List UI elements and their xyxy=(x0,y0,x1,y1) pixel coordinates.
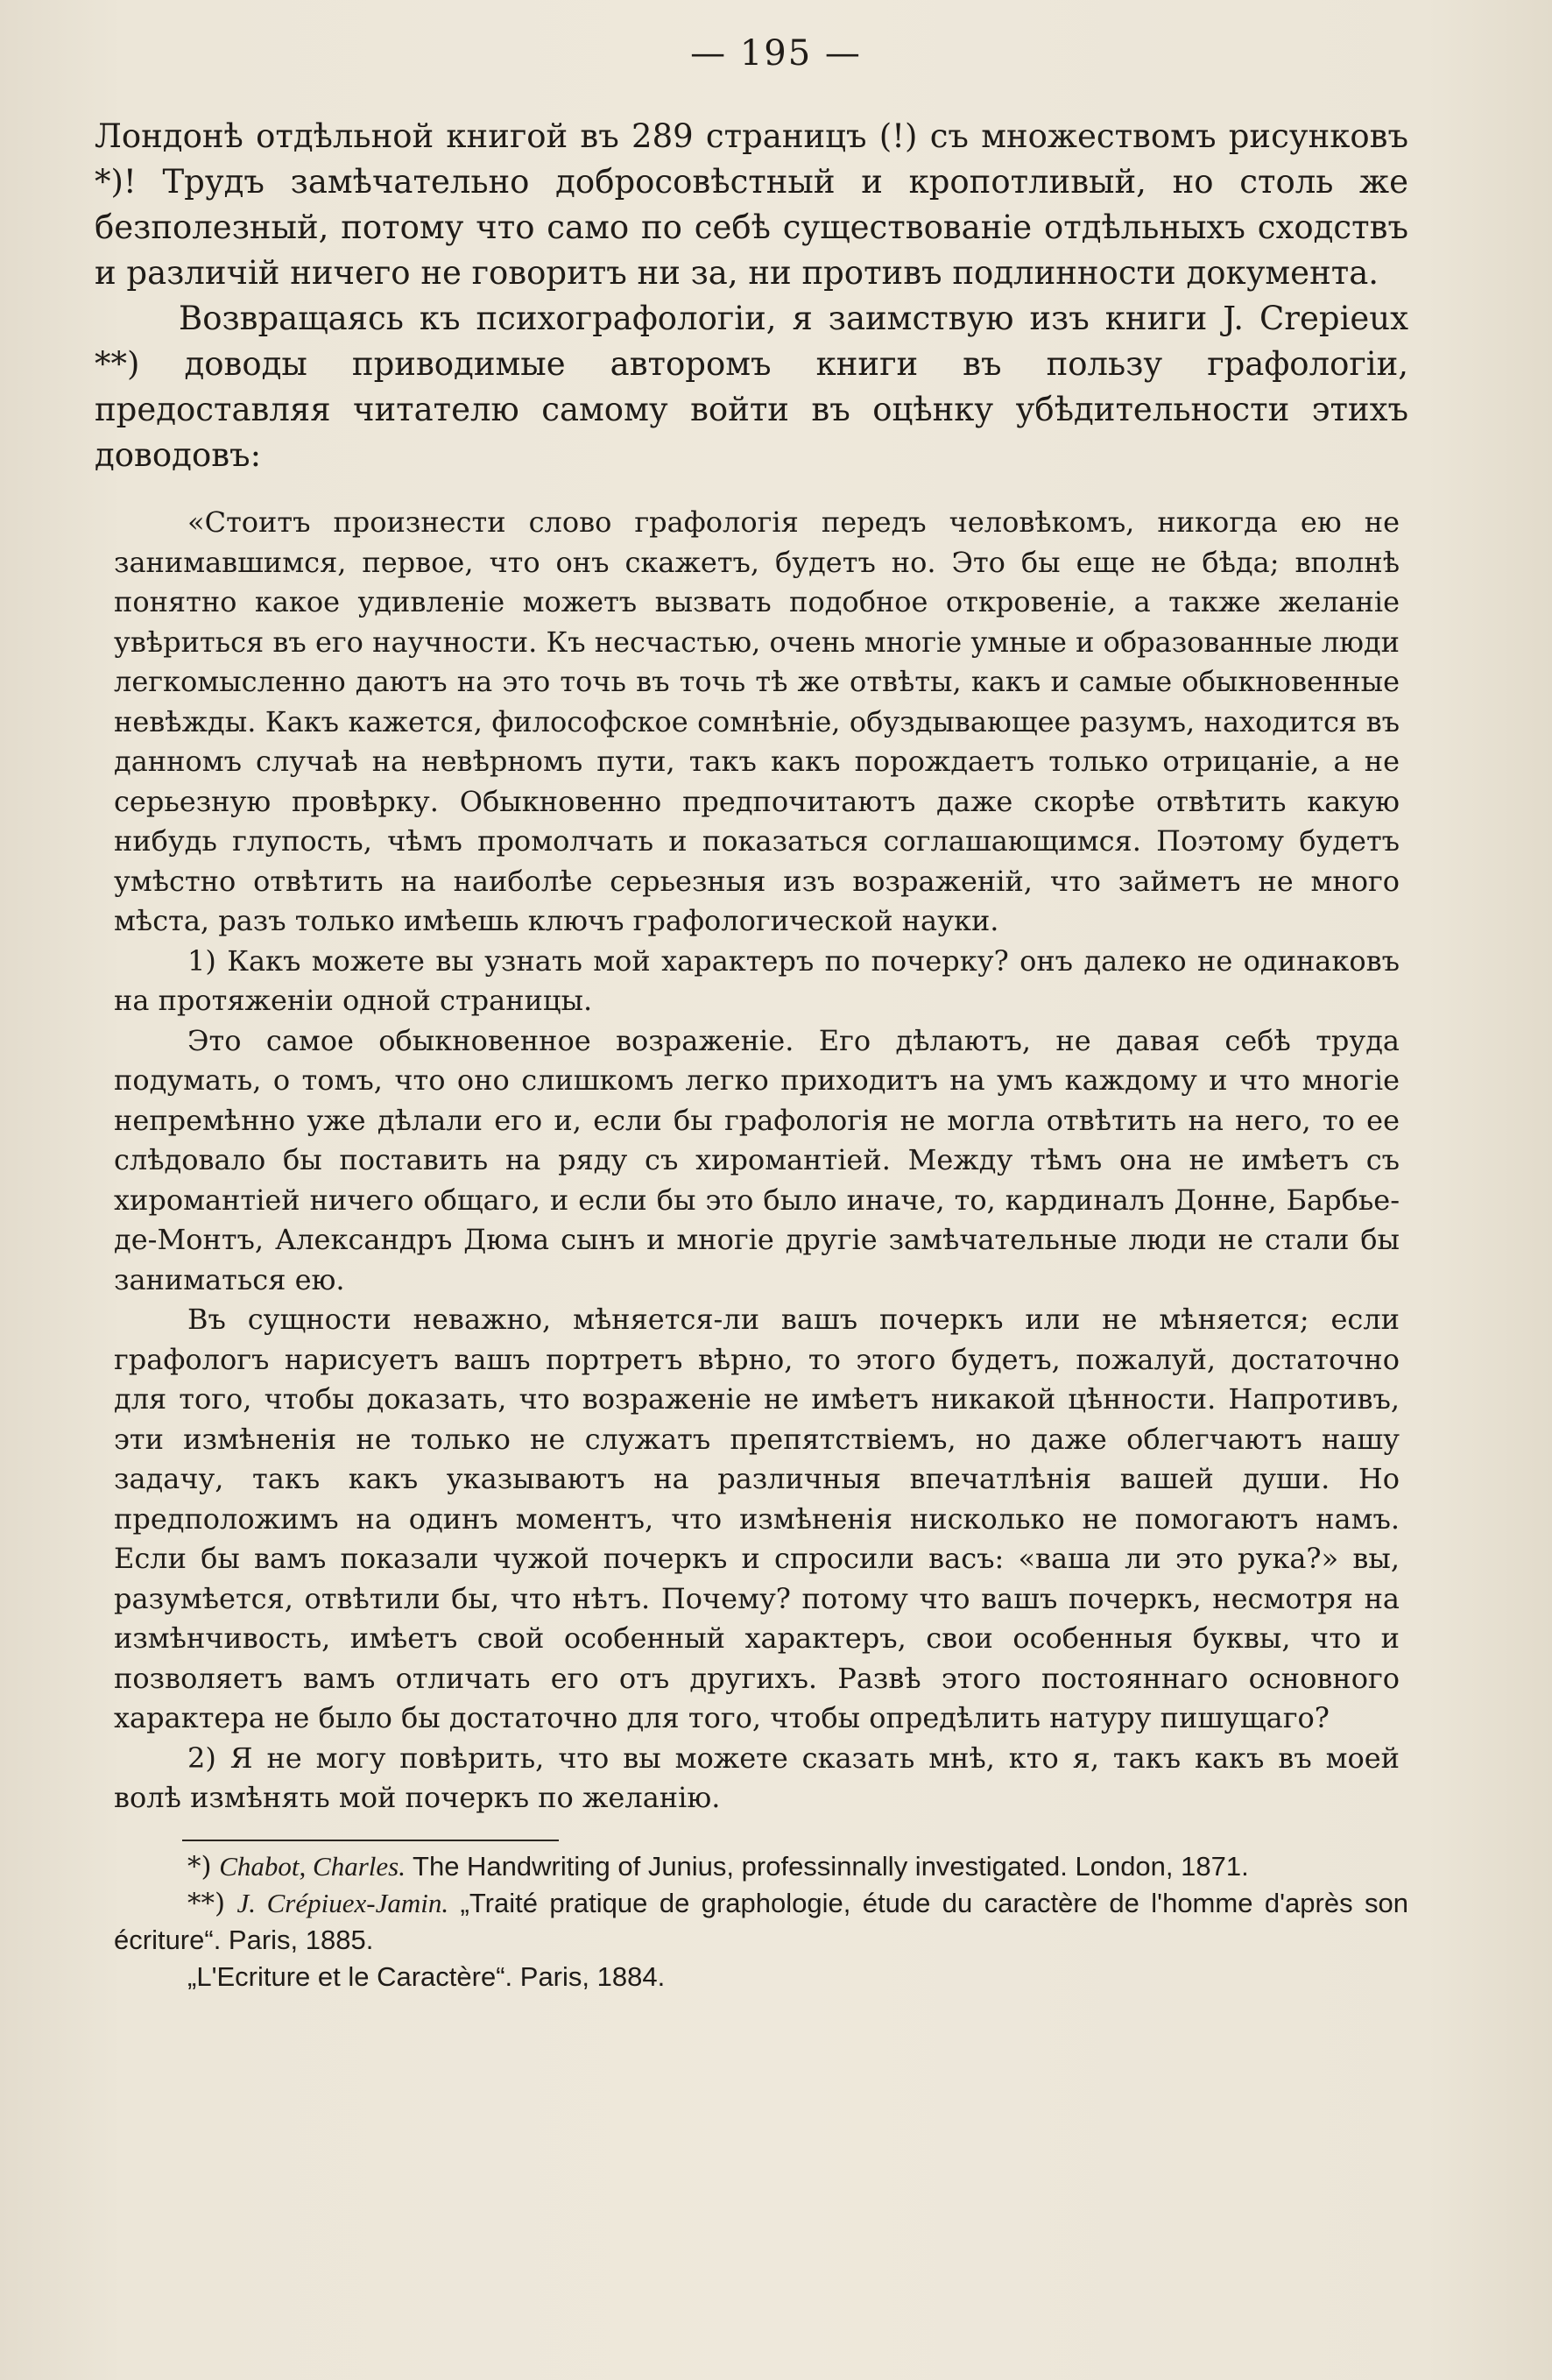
quote-paragraph-1: «Стоитъ произнести слово графологія передъ человѣкомъ, никогда ею не занимавшимся, первое, что онъ скажетъ, будетъ но. Это бы еще не бѣда; вполнѣ понятно какое удивленіе можетъ вызвать подобное откровеніе, а также желаніе увѣриться въ его научности. Къ несчастью, очень многіе умные и образованные люди легкомысленно даютъ на это точь въ точь тѣ же отвѣты, какъ и самые обыкновенные невѣжды. Какъ кажется, философское сомнѣніе, обуздывающее разумъ, находится въ данномъ случаѣ на невѣрномъ пути, такъ какъ порождаетъ только отрицаніе, а не серьезную провѣрку. Обыкновенно предпочитаютъ даже скорѣе отвѣтить какую нибудь глупость, чѣмъ промолчать и показаться соглашающимся. Поэтому будетъ умѣстно отвѣтить на наиболѣе серьезныя изъ возраженій, что займетъ не много мѣста, разъ только имѣешь ключъ графологической науки. xyxy=(114,505,1400,937)
page-body xyxy=(95,114,1408,1995)
quote-paragraph-4: Въ сущности неважно, мѣняется-ли вашъ почеркъ или не мѣняется; если графологъ нарисуетъ вашъ портретъ вѣрно, то этого будетъ, пожалуй, достаточно для того, чтобы доказать, что возраженіе не имѣетъ никакой цѣнности. Напротивъ, эти измѣненія не только не служатъ препятствіемъ, но даже облегчаютъ нашу задачу, такъ какъ указываютъ на различныя впечатлѣнія вашей души. Но предположимъ на одинъ моментъ, что измѣненія нисколько не помогаютъ намъ. Если бы вамъ показали чужой почеркъ и спросили васъ: «ваша ли это рука?» вы, разумѣется, отвѣтили бы, что нѣтъ. Почему? потому что вашъ почеркъ, несмотря на измѣнчивость, имѣетъ свой особенный характеръ, свои особенныя буквы, что и позволяетъ вамъ отличать его отъ другихъ. Развѣ этого постояннаго основного характера не было бы достаточно для того, чтобы опредѣлить натуру пишущаго? xyxy=(114,1303,1400,1734)
footnote-1-mark: *) xyxy=(187,1850,212,1882)
quote-paragraph-3: Это самое обыкновенное возраженіе. Его дѣлаютъ, не давая себѣ труда подумать, о томъ, что оно слишкомъ легко приходитъ на умъ каждому и что многіе непремѣнно уже дѣлали его и, если бы графологія не могла отвѣтить на него, то ее слѣдовало бы поставить на ряду съ хиромантіей. Между тѣмъ она не имѣетъ съ хиромантіей ничего общаго, и если бы это было иначе, то, кардиналъ Донне, Барбье-де-Монтъ, Александръ Дюма сынъ и многіе другіе замѣчательные люди не стали бы заниматься ею. xyxy=(114,1023,1400,1296)
footnote-1-text: The Handwriting of Junius, professinnally investigated. London, 1871. xyxy=(413,1850,1249,1882)
intro-paragraph-2: Возвращаясь къ психографологіи, я заимствую изъ книги J. Crepieux **) доводы приводимые авторомъ книги въ пользу графологіи, предоставляя читателю самому войти въ оцѣнку убѣдительности этихъ доводовъ: xyxy=(95,300,1408,474)
footnote-2-text: „Traité pratique de graphologie, étude du caractère de l'homme d'après son écriture“. Paris, 1885. xyxy=(114,1887,1408,1955)
footnote-2-mark: **) xyxy=(187,1887,226,1919)
footnotes xyxy=(95,1848,1408,1995)
quote-paragraph-2: 1) Какъ можете вы узнать мой характеръ по почерку? онъ далеко не одинаковъ на протяженіи одной страницы. xyxy=(114,943,1400,1017)
footnote-3 xyxy=(114,1959,1408,1995)
footnote-3-text: „L'Ecriture et le Caractère“. Paris, 1884. xyxy=(187,1960,666,1992)
footnote-2-author: J. Crépiuex-Jamin. xyxy=(236,1887,449,1918)
main-text xyxy=(95,114,1408,478)
quoted-text xyxy=(95,503,1408,1819)
intro-paragraph-1: Лондонѣ отдѣльной книгой въ 289 страницъ (!) съ множествомъ рисунковъ *)! Трудъ замѣчательно добросовѣстный и кропотливый, но столь же безполезный, потому что само по себѣ существованіе отдѣльныхъ сходствъ и различій ничего не говоритъ ни за, ни противъ подлинности документа. xyxy=(95,117,1408,292)
page-number: — 195 — xyxy=(690,33,862,74)
footnote-2 xyxy=(114,1885,1408,1959)
footnote-divider xyxy=(182,1840,559,1841)
quote-paragraph-5: 2) Я не могу повѣрить, что вы можете сказать мнѣ, кто я, такъ какъ въ моей волѣ измѣнять мой почеркъ по желанію. xyxy=(114,1741,1400,1814)
footnote-1-author: Chabot, Charles. xyxy=(219,1850,406,1882)
footnote-1 xyxy=(114,1848,1408,1885)
